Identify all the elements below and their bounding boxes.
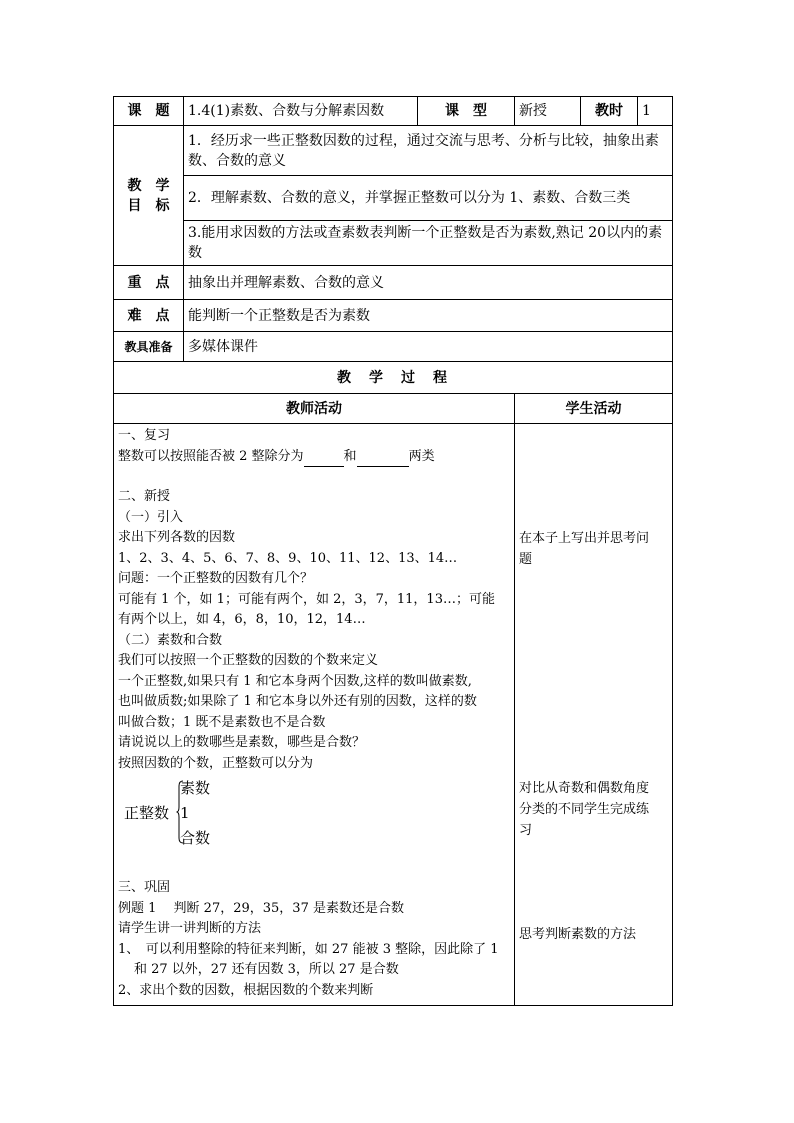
- answer-line-1: 可能有 1 个，如 1；可能有两个，如 2，3，7，11，13…；可能: [118, 591, 495, 607]
- brace-item-prime: 素数: [180, 779, 211, 797]
- brace-item-one: 1: [180, 804, 190, 822]
- key-point-label: 重 点: [114, 266, 184, 300]
- topic-label: 课 题: [114, 97, 184, 126]
- classification-brace: [118, 776, 510, 852]
- activity-header-row: [114, 394, 673, 424]
- objectives-label: [114, 126, 184, 266]
- student-note-1: [519, 528, 669, 570]
- hours-label: 教时: [581, 97, 638, 126]
- answer-blank-2: [357, 452, 409, 467]
- student-note-1-line-1: 在本子上写出并思考问: [519, 531, 650, 546]
- difficulty-label: 难 点: [114, 300, 184, 332]
- method-1-line-1: 1、 可以利用整除的特征来判断，如 27 能被 3 整除，因此除了 1: [118, 941, 499, 957]
- objectives-label-line2: 目 标: [127, 197, 170, 214]
- review-question-pre: 整数可以按照能否被 2 整除分为: [118, 448, 304, 464]
- student-note-2-line-1: 对比从奇数和偶数角度: [519, 781, 650, 796]
- section2-title: （二）素数和合数: [118, 632, 223, 648]
- definition-intro: 我们可以按照一个正整数的因数的个数来定义: [118, 653, 379, 668]
- review-title: 一、复习: [118, 428, 171, 443]
- objective-row: [114, 221, 673, 266]
- type-value: 新授: [515, 97, 581, 126]
- header-row: [114, 97, 673, 126]
- tools-value: 多媒体课件: [184, 332, 673, 362]
- student-note-3: 思考判断素数的方法: [519, 927, 637, 942]
- student-activity-header: 学生活动: [515, 394, 673, 424]
- method-2: 2、求出个数的因数，根据因数的个数来判断: [118, 982, 374, 998]
- student-activity: [515, 424, 673, 1006]
- hours-value: 1: [638, 97, 673, 126]
- lesson-plan-table: [113, 96, 673, 1006]
- review-question: [118, 447, 510, 468]
- intro-task: 求出下列各数的因数: [118, 530, 236, 545]
- question: 问题：一个正整数的因数有几个？: [118, 571, 314, 586]
- difficulty-row: [114, 300, 673, 332]
- answer-blank-1: [304, 452, 344, 467]
- objective-item-3: 3.能用求因数的方法或查素数表判断一个正整数是否为素数,熟记 20以内的素数: [184, 221, 673, 266]
- definition-line-3: 叫做合数；1 既不是素数也不是合数: [118, 714, 326, 730]
- student-note-2-line-3: 习: [519, 823, 533, 838]
- objective-item-2: 2．理解素数、合数的意义，并掌握正整数可以分为 1、素数、合数三类: [184, 176, 673, 221]
- review-question-and: 和: [343, 448, 357, 464]
- definition-line-2: 也叫做质数;如果除了 1 和它本身以外还有别的因数，这样的数: [118, 694, 477, 709]
- activity-body-row: [114, 424, 673, 1006]
- teacher-activity-header: 教师活动: [114, 394, 515, 424]
- tools-row: [114, 332, 673, 362]
- consolidate-title: 三、巩固: [118, 880, 171, 895]
- method-ask: 请学生讲一讲判断的方法: [118, 921, 262, 936]
- new-lesson-title: 二、新授: [118, 489, 171, 504]
- answer-line-2: 有两个以上，如 4，6，8，10，12，14…: [118, 612, 366, 627]
- topic-value: 1.4(1)素数、合数与分解素因数: [184, 97, 418, 126]
- classify-intro: 按照因数的个数，正整数可以分为: [118, 755, 314, 771]
- example-line: 例题 1 判断 27，29，35，37 是素数还是合数: [118, 900, 404, 916]
- type-label: 课 型: [418, 97, 515, 126]
- lesson-plan: [113, 96, 672, 1006]
- teacher-activity: [114, 424, 515, 1006]
- brace-label: 正整数: [124, 804, 170, 822]
- classify-question: 请说说以上的数哪些是素数，哪些是合数？: [118, 735, 366, 750]
- difficulty-value: 能判断一个正整数是否为素数: [184, 300, 673, 332]
- objectives-label-line1: 教 学: [127, 177, 170, 194]
- method-1-line-2: 和 27 以外，27 还有因数 3，所以 27 是合数: [134, 962, 399, 977]
- brace-item-composite: 合数: [180, 829, 211, 847]
- intro-numbers: 1、2、3、4、5、6、7、8、9、10、11、12、13、14…: [118, 550, 458, 566]
- student-note-1-line-2: 题: [519, 552, 533, 567]
- review-question-post: 两类: [408, 448, 435, 464]
- student-note-2: [519, 778, 669, 841]
- objective-row: [114, 126, 673, 176]
- student-note-2-line-2: 分类的不同学生完成练: [519, 802, 650, 817]
- process-title: 教 学 过 程: [114, 362, 673, 394]
- key-point-value: 抽象出并理解素数、合数的意义: [184, 266, 673, 300]
- objective-row: [114, 176, 673, 221]
- process-title-row: [114, 362, 673, 394]
- objective-item-1: 1．经历求一些正整数因数的过程，通过交流与思考、分析与比较，抽象出素数、合数的意义: [184, 126, 673, 176]
- tools-label: 教具准备: [114, 332, 184, 362]
- key-point-row: [114, 266, 673, 300]
- intro-title: （一）引入: [118, 509, 184, 525]
- definition-line-1: 一个正整数,如果只有 1 和它本身两个因数,这样的数叫做素数,: [118, 673, 472, 689]
